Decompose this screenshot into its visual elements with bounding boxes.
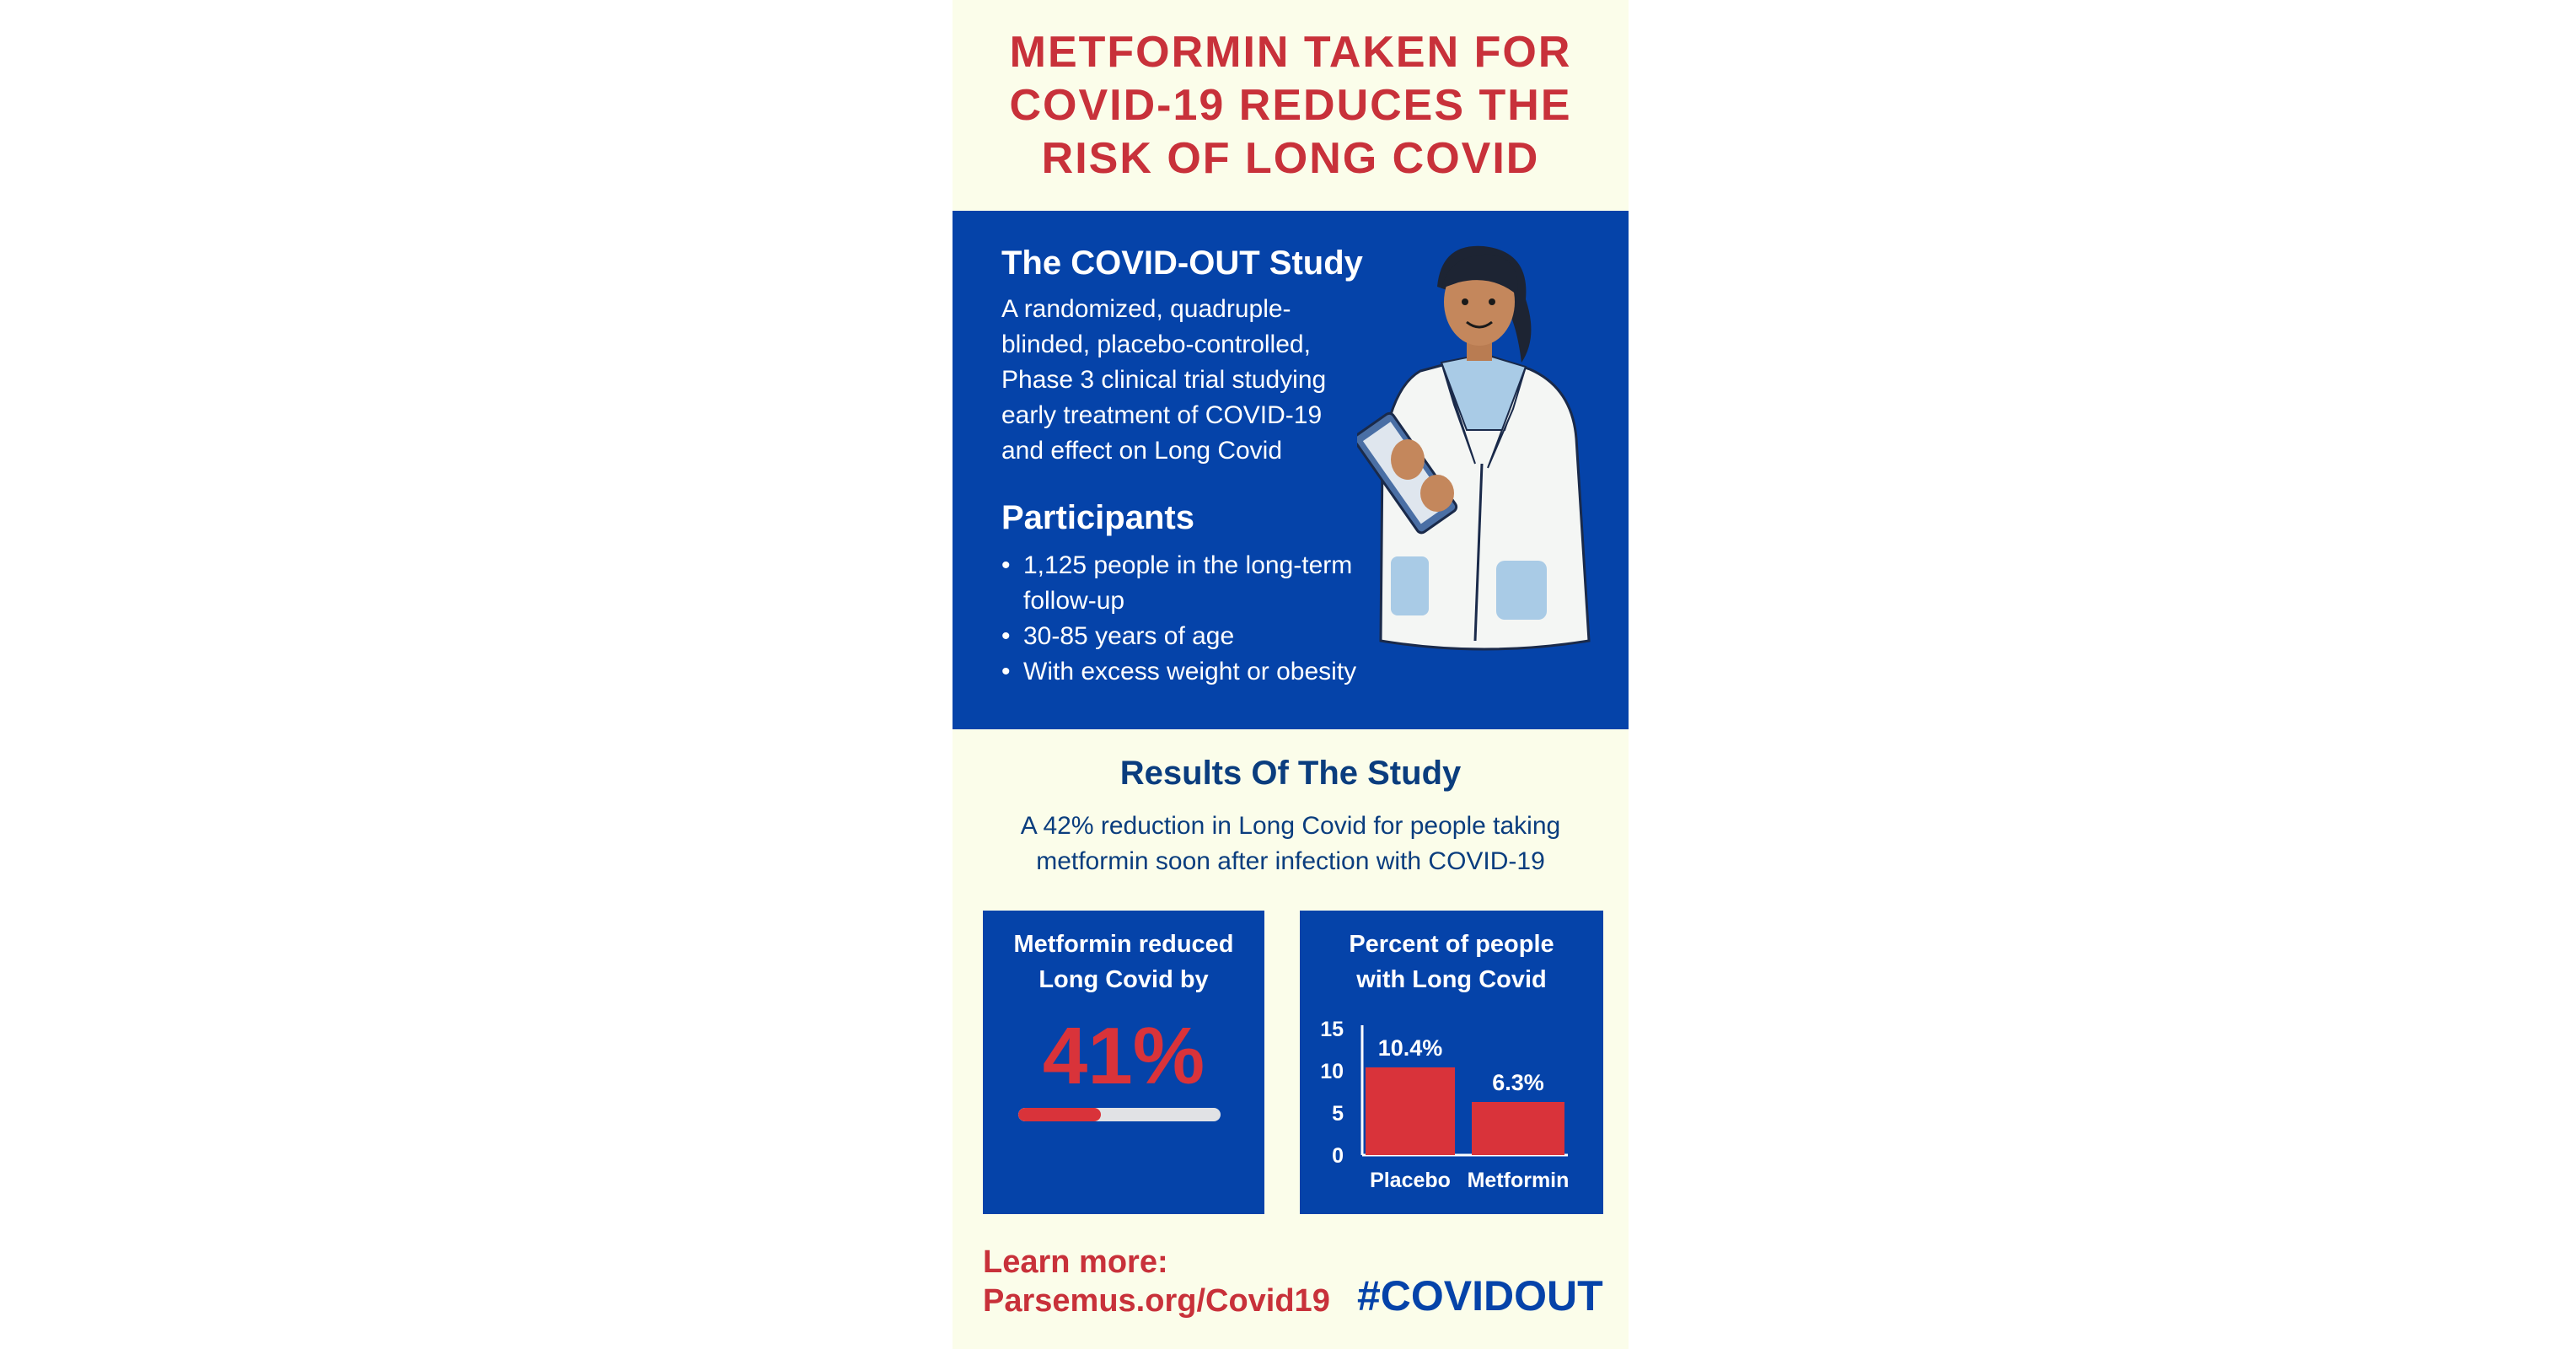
participant-bullet-line: follow-up — [1023, 587, 1125, 615]
reduction-progress-bar — [1018, 1108, 1221, 1121]
y-tick-label: 15 — [1320, 1018, 1344, 1041]
title-line: RISK OF LONG COVID — [1041, 134, 1540, 183]
x-tick-label: Metformin — [1467, 1169, 1570, 1192]
learn-more-label: Learn more: — [983, 1244, 1168, 1280]
study-title: The COVID-OUT Study — [1001, 245, 1363, 282]
bar-metformin — [1472, 1102, 1564, 1155]
study-panel — [953, 211, 1629, 729]
infographic-poster — [953, 0, 1629, 1349]
y-tick-label: 5 — [1332, 1102, 1344, 1126]
participant-bullet-line: With excess weight or obesity — [1023, 658, 1357, 685]
bar-value-label: 10.4% — [1377, 1035, 1443, 1061]
results-subtitle-line: metformin soon after infection with COVID-19 — [1036, 847, 1545, 875]
reduction-progress-fill — [1018, 1108, 1101, 1121]
bullet-icon: • — [1001, 551, 1011, 579]
reduction-percentage: 41% — [1042, 1011, 1205, 1101]
chart-heading-line: Percent of people — [1349, 931, 1554, 958]
bar-placebo — [1366, 1067, 1455, 1155]
study-description-line: A randomized, quadruple- — [1001, 295, 1291, 323]
y-tick-label: 10 — [1320, 1060, 1344, 1083]
study-description-line: and effect on Long Covid — [1001, 437, 1283, 465]
participant-bullet-line: 1,125 people in the long-term — [1023, 551, 1353, 579]
title-line: METFORMIN TAKEN FOR — [1009, 28, 1572, 77]
study-description-line: Phase 3 clinical trial studying — [1001, 366, 1327, 394]
results-title: Results Of The Study — [1119, 755, 1462, 792]
reduction-heading-line: Long Covid by — [1038, 966, 1209, 993]
poster-title — [953, 0, 1629, 211]
title-line: COVID-19 REDUCES THE — [1009, 81, 1572, 130]
x-tick-label: Placebo — [1370, 1169, 1451, 1192]
doctor-illustration-icon — [1357, 236, 1610, 674]
reduction-heading-line: Metformin reduced — [1013, 931, 1234, 958]
study-description-line: blinded, placebo-controlled, — [1001, 331, 1311, 358]
y-tick-label: 0 — [1332, 1144, 1344, 1168]
chart-heading-line: with Long Covid — [1356, 966, 1547, 993]
participant-bullet-line: 30-85 years of age — [1023, 622, 1235, 650]
reduction-card — [983, 911, 1264, 1214]
learn-more-link[interactable]: Parsemus.org/Covid19 — [983, 1283, 1330, 1319]
study-description-line: early treatment of COVID-19 — [1001, 401, 1323, 429]
bar-chart — [1300, 911, 1603, 1214]
bullet-icon: • — [1001, 658, 1011, 685]
hashtag-label: #COVIDOUT — [1357, 1272, 1603, 1319]
participants-title: Participants — [1001, 499, 1194, 536]
bullet-icon: • — [1001, 622, 1011, 650]
bar-value-label: 6.3% — [1492, 1070, 1544, 1095]
long-covid-chart-card — [1300, 911, 1603, 1214]
results-subtitle-line: A 42% reduction in Long Covid for people taking — [1020, 812, 1561, 840]
